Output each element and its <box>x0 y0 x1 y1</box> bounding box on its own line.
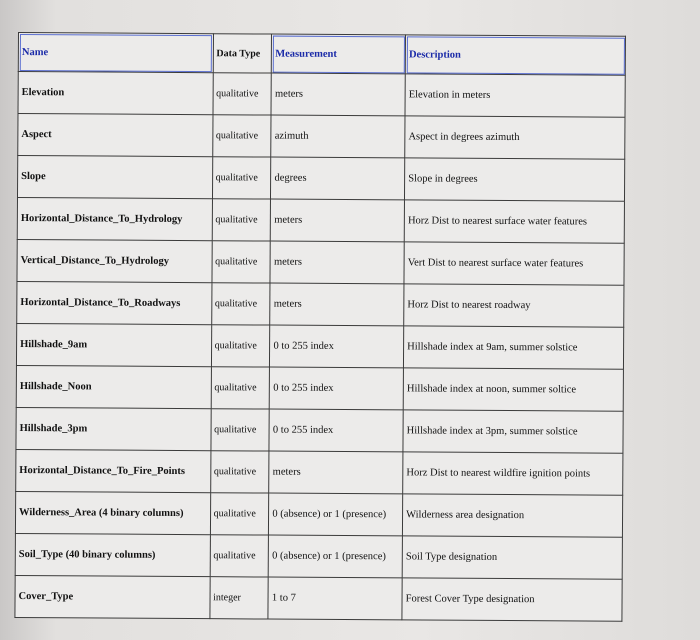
cell-data-type: integer <box>209 577 268 619</box>
cell-description: Elevation in meters <box>405 74 625 117</box>
cell-data-type: qualitative <box>210 493 269 535</box>
cell-measurement: azimuth <box>271 115 405 158</box>
cell-measurement: 0 (absence) or 1 (presence) <box>269 493 403 536</box>
header-name: Name <box>18 33 213 73</box>
cell-description: Horz Dist to nearest roadway <box>404 284 624 327</box>
table-row <box>18 114 625 160</box>
cell-name: Hillshade_9am <box>16 323 211 366</box>
cell-measurement: 0 to 255 index <box>270 367 404 410</box>
cell-data-type: qualitative <box>212 241 271 283</box>
table-row <box>15 575 622 621</box>
table-row <box>16 449 623 495</box>
cell-description: Hillshade index at 3pm, summer solstice <box>403 410 623 453</box>
data-dictionary-table <box>14 32 626 622</box>
cell-description: Forest Cover Type designation <box>402 578 622 621</box>
header-description: Description <box>405 35 625 75</box>
cell-name: Aspect <box>18 114 213 157</box>
cell-name: Hillshade_Noon <box>16 365 211 408</box>
cell-name: Slope <box>17 156 212 199</box>
cell-name: Horizontal_Distance_To_Roadways <box>17 281 212 324</box>
cell-name: Horizontal_Distance_To_Fire_Points <box>16 449 211 492</box>
cell-measurement: meters <box>269 451 403 494</box>
cell-data-type: qualitative <box>210 451 269 493</box>
cell-measurement: meters <box>271 73 405 116</box>
table-row <box>15 491 622 537</box>
cell-description: Soil Type designation <box>402 536 622 579</box>
cell-measurement: meters <box>270 283 404 326</box>
table-row <box>16 407 623 453</box>
cell-name: Hillshade_3pm <box>16 407 211 450</box>
table-row <box>16 323 623 369</box>
cell-data-type: qualitative <box>211 367 270 409</box>
header-measurement: Measurement <box>272 34 406 74</box>
cell-name: Vertical_Distance_To_Hydrology <box>17 239 212 282</box>
cell-name: Horizontal_Distance_To_Hydrology <box>17 197 212 240</box>
cell-data-type: qualitative <box>212 115 271 157</box>
cell-description: Horz Dist to nearest surface water features <box>404 200 624 243</box>
cell-description: Aspect in degrees azimuth <box>405 116 625 159</box>
cell-name: Soil_Type (40 binary columns) <box>15 533 210 576</box>
cell-data-type: qualitative <box>211 409 270 451</box>
cell-measurement: degrees <box>271 157 405 200</box>
cell-measurement: meters <box>270 241 404 284</box>
cell-description: Wilderness area designation <box>403 494 623 537</box>
table-row <box>17 156 624 202</box>
cell-measurement: meters <box>271 199 405 242</box>
cell-measurement: 1 to 7 <box>268 577 402 620</box>
cell-name: Cover_Type <box>15 575 210 618</box>
cell-description: Horz Dist to nearest wildfire ignition points <box>403 452 623 495</box>
table-row <box>15 533 622 579</box>
cell-name: Wilderness_Area (4 binary columns) <box>15 491 210 534</box>
table-row <box>17 197 624 243</box>
cell-description: Slope in degrees <box>405 158 625 201</box>
cell-description: Hillshade index at 9am, summer solstice <box>404 326 624 369</box>
cell-description: Vert Dist to nearest surface water features <box>404 242 624 285</box>
cell-description: Hillshade index at noon, summer soltice <box>403 368 623 411</box>
cell-measurement: 0 (absence) or 1 (presence) <box>269 535 403 578</box>
table-body <box>15 72 625 622</box>
cell-data-type: qualitative <box>212 199 271 241</box>
cell-name: Elevation <box>18 72 213 115</box>
cell-data-type: qualitative <box>211 283 270 325</box>
cell-measurement: 0 to 255 index <box>269 409 403 452</box>
table-row <box>18 72 625 118</box>
cell-data-type: qualitative <box>213 73 272 115</box>
table-row <box>16 365 623 411</box>
cell-data-type: qualitative <box>210 535 269 577</box>
table-row <box>17 281 624 327</box>
table-header-row <box>18 33 625 76</box>
table-row <box>17 239 624 285</box>
header-data-type: Data Type <box>213 34 272 73</box>
cell-data-type: qualitative <box>212 157 271 199</box>
cell-data-type: qualitative <box>211 325 270 367</box>
cell-measurement: 0 to 255 index <box>270 325 404 368</box>
